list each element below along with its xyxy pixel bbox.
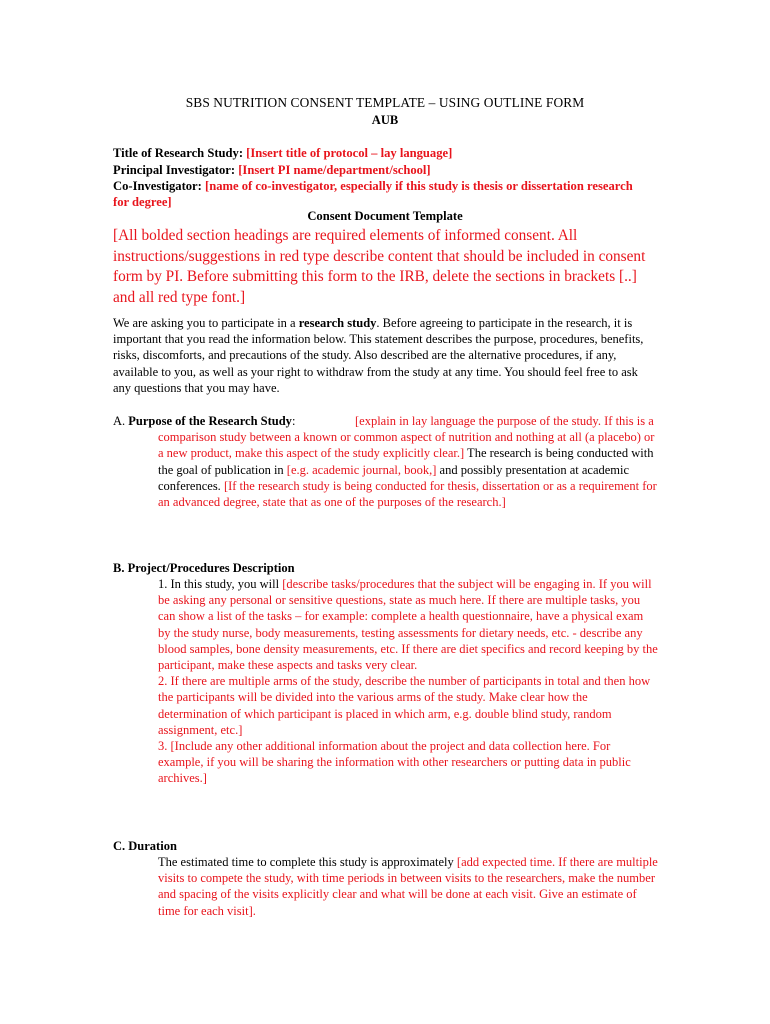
section-b-item-1-text: [describe tasks/procedures that the subject will be engaging in. If you will be asking any personal or sensitive questions, state as much here. If there are multiple tasks, you can show a list of the tasks – for example: complete a health questionnaire, have a physical exam by the study nurse, body measurements, testing assessments for dietary needs, etc. - describe any blood samples, bone density measurements, etc. If there are diet specifics and record keeping by the participant, make these aspects and tasks very clear. [158,577,658,673]
section-c-text: The estimated time to complete this study is approximately [158,855,457,869]
coi-value: [name of co-investigator, especially if this study is thesis or dissertation research for degree] [113,179,633,209]
section-c-red-text: [add expected time. If there are multiple visits to compete the study, with time periods in between visits to the researchers, make the number and spacing of the visits explicitly clear and what will be done at each visit. Give an estimate of time for each visit]. [158,855,658,918]
section-b-body [158,576,658,787]
instructions-block: [All bolded section headings are required elements of informed consent. All instructions/suggestions in red type describe content that should be included in consent form by PI. Before submitting this form to the IRB, delete the sections in brackets [..] and all red type font.] [113,227,646,306]
section-b-item-3: 3. [Include any other additional information about the project and data collection here. For example, if you will be sharing the information with other researchers or putting data in public archives.] [158,739,631,786]
research-title-line [113,145,673,161]
section-a-red-2: [e.g. academic journal, book,] [286,462,437,477]
pi-line [113,162,673,178]
intro-paragraph [113,315,658,396]
section-b-item-1 [158,576,658,673]
section-c-body [158,854,658,919]
research-title-label: Title of Research Study: [113,146,244,160]
section-a-body [158,413,658,510]
section-b-item-1-prefix: 1. In this study, you will [158,577,283,591]
section-a-red-3: [If the research study is being conducted for thesis, dissertation or as a requirement for an advanced degree, state that as one of the purposes of the research.] [158,478,657,510]
consent-heading: Consent Document Template [307,209,463,223]
intro-bold: research study [298,316,377,330]
section-a-colon: : [291,414,296,428]
section-a-black-1: The research is being conducted with the goal of publication in [158,446,654,477]
pi-value: [Insert PI name/department/school] [238,163,431,177]
document-title: SBS NUTRITION CONSENT TEMPLATE – USING OUTLINE FORM [185,95,585,110]
section-a-red-1: [explain in lay language the purpose of the study. If this is a comparison study between a known or common aspect of nutrition and nothing at all (a placebo) or a new product, make this aspect of the study explicitly clear.] [158,414,655,461]
section-b-heading: B. Project/Procedures Description [113,561,295,575]
section-b-item-2: 2. If there are multiple arms of the study, describe the number of participants in total and then how the participants will be divided into the various arms of the study. Make clear how the determination of which participant is placed in which arm, e.g. double blind study, random assignment, etc.] [158,674,651,737]
coi-line [113,178,648,210]
pi-label: Principal Investigator: [113,163,236,177]
section-a-letter: A. [113,414,126,428]
document-subtitle: AUB [371,113,399,127]
intro-text-2: . Before agreeing to participate in the research, it is important that you read the information below. This statement describes the purpose, procedures, benefits, risks, discomforts, and precautions of the study. Also described are the alternative procedures, if any, available to you, as well as your right to withdraw from the study at any time. You should feel free to ask any questions that you may have. [113,316,644,395]
intro-text-1: We are asking you to participate in a [113,316,299,330]
coi-label: Co-Investigator: [113,179,202,193]
research-title-value: [Insert title of protocol – lay language] [246,146,453,160]
section-a-heading: Purpose of the Research Study [128,414,292,428]
section-c-heading: C. Duration [113,839,177,853]
section-a-black-2: and possibly presentation at academic conferences. [158,462,630,493]
